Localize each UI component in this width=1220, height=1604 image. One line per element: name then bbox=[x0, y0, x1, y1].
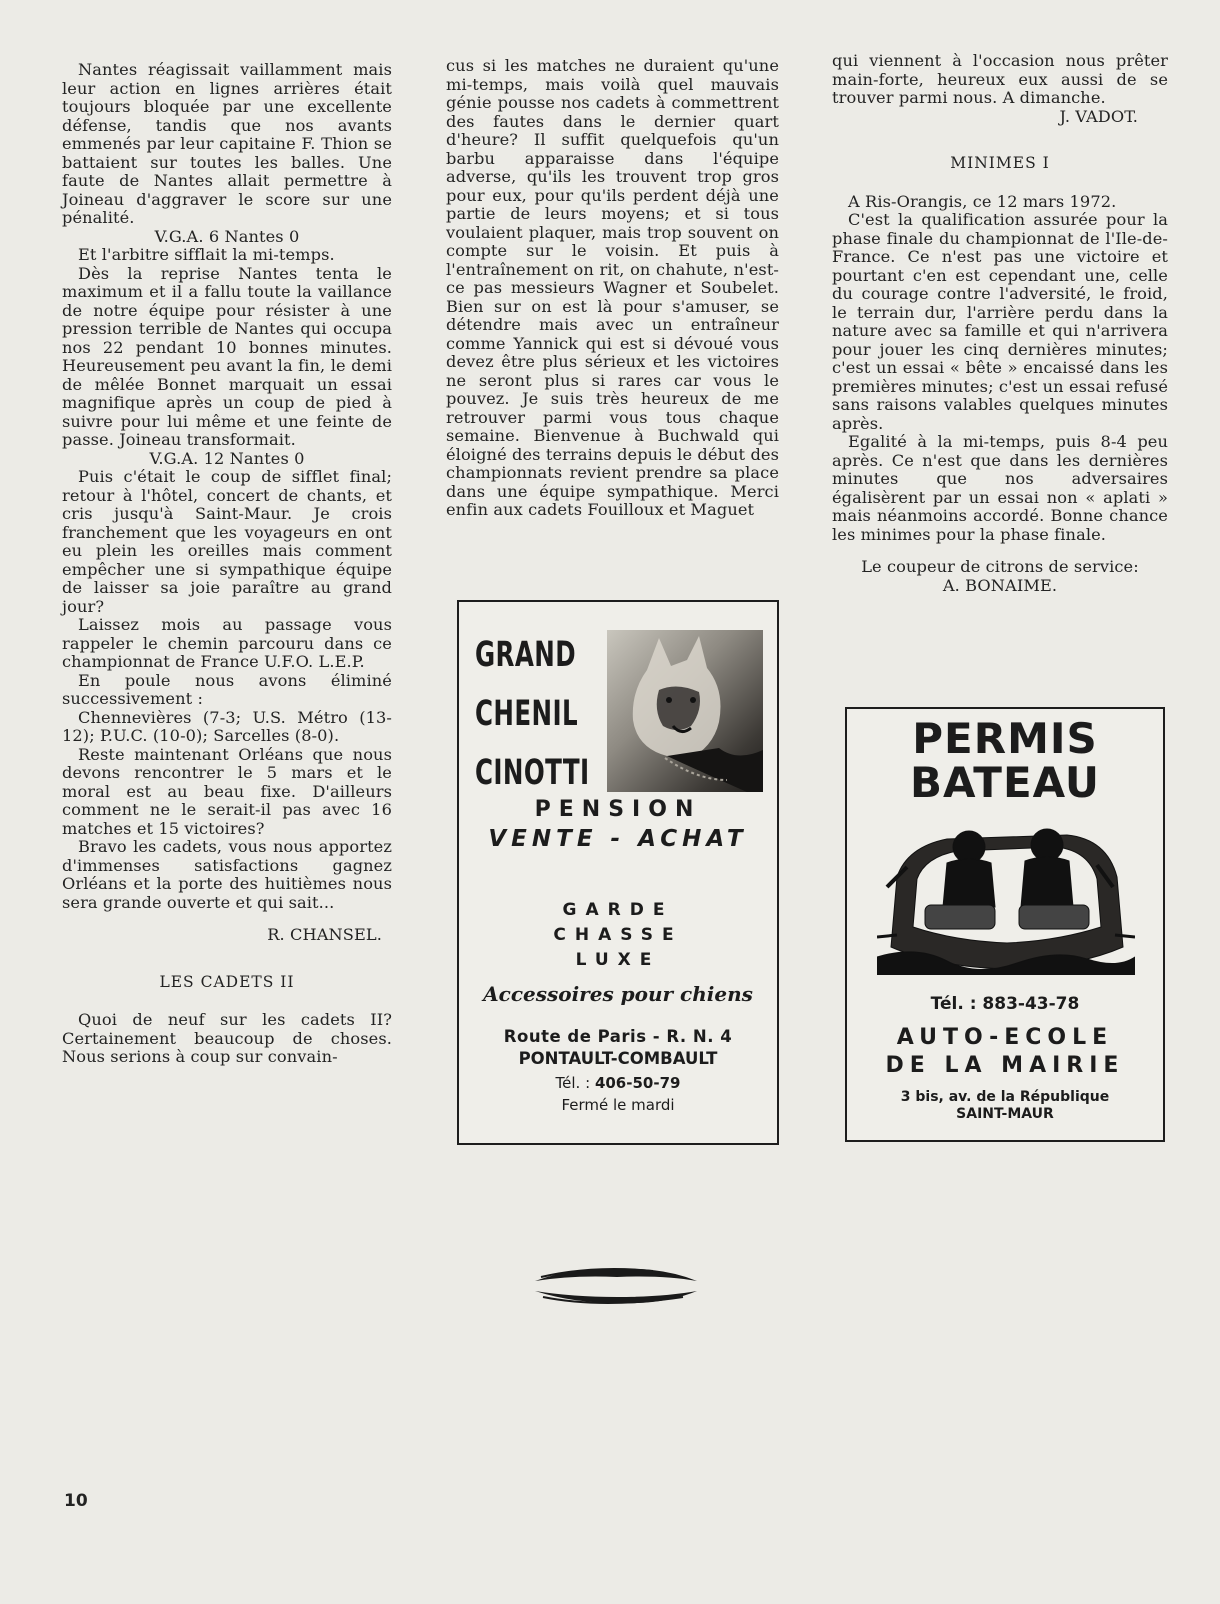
ad-hours: Fermé le mardi bbox=[561, 1096, 675, 1114]
paragraph: qui viennent à l'occasion nous prêter main-forte, heureux eux aussi de se trouver parmi nous. A dimanche. bbox=[832, 51, 1168, 107]
paragraph: Nantes réagissait vaillamment mais leur action en lignes arrières était toujours bloquée par une excellente défense, tandis que nos avants emmenés par leur capitaine F. Thion se battaient sur toutes les balles. Une faute de Nantes allait permettre à Joineau d'aggraver le score sur une pénalité. bbox=[62, 60, 392, 227]
paragraph: Egalité à la mi-temps, puis 8-4 peu après. Ce n'est que dans les dernières minutes que nos adversaires égalisèrent par un essai non « aplati » mais néanmoins accordé. Bonne chance les minimes pour la phase finale. bbox=[832, 432, 1168, 544]
paragraph: Et l'arbitre sifflait la mi-temps. bbox=[78, 245, 335, 264]
ad-title-line: GRAND bbox=[475, 635, 576, 675]
ad-service: VENTE - ACHAT bbox=[488, 826, 748, 852]
author-signature: J. VADOT. bbox=[1059, 106, 1138, 126]
kennel-advertisement bbox=[457, 600, 779, 1145]
ad-service: LUXE bbox=[575, 950, 661, 970]
ad-school-name bbox=[847, 1024, 1163, 1080]
paragraph: Bravo les cadets, vous nous apportez d'immenses satisfactions gagnez Orléans et la porte des huitièmes nous sera grande ouverte et qui sait... bbox=[62, 837, 392, 912]
speedboat-icon bbox=[877, 817, 1135, 975]
ad-address: Route de Paris - R. N. 4 bbox=[503, 1027, 733, 1046]
ad-school-line: AUTO-ECOLE bbox=[896, 1025, 1114, 1050]
ad-address: PONTAULT-COMBAULT bbox=[518, 1049, 718, 1068]
author-signature: Le coupeur de citrons de service: bbox=[861, 557, 1139, 576]
article-column-2 bbox=[446, 57, 779, 520]
paragraph: Quoi de neuf sur les cadets II? Certainement beaucoup de choses. Nous serions à coup sur convain- bbox=[62, 1010, 392, 1066]
ad-service: CHASSE bbox=[553, 925, 683, 945]
paragraph: Puis c'était le coup de sifflet final; retour à l'hôtel, concert de chants, et cris jusqu'à Saint-Maur. Je crois franchement que les voyageurs en ont eu plein les oreilles mais comment empêcher une si sympathique équipe de laisser sa joie paraître au grand jour? bbox=[62, 467, 392, 616]
phone-number: 406-50-79 bbox=[594, 1074, 681, 1092]
paragraph: Reste maintenant Orléans que nous devons rencontrer le 5 mars et le moral est au beau fixe. D'ailleurs comment ne le serait-il pas avec 16 matches et 15 victoires? bbox=[62, 744, 392, 838]
ad-address bbox=[847, 1089, 1163, 1123]
paragraph: Dès la reprise Nantes tenta le maximum et il a fallu toute la vaillance de notre équipe pour résister à une pression terrible de Nantes qui occupa nos 22 pendant 10 bonnes minutes. Heureusement peu avant la fin, le demi de mêlée Bonnet marquait un essai magnifique après un coup de pied à suivre pour lui même et une feinte de passe. Joineau transformait. bbox=[62, 263, 392, 449]
article-column-1 bbox=[62, 61, 392, 1067]
paragraph: Chennevières (7-3; U.S. Métro (13-12); P.U.C. (10-0); Sarcelles (8-0). bbox=[62, 707, 392, 745]
ad-title-line: PERMIS bbox=[912, 714, 1098, 763]
ad-title-line: BATEAU bbox=[910, 758, 1100, 807]
paragraph: C'est la qualification assurée pour la phase finale du championnat de l'Ile-de-France. Ce n'est pas une victoire et pourtant c'en est cependant une, celle du courage contre l'adversité, le froid, le terrain dur, l'arrière perdu dans la nature avec sa famille et qui n'arrivera pour jouer les cinq dernières minutes; c'est un essai « bête » encaissé dans les premières minutes; c'est un essai refusé sans raisons valables quelques minutes après. bbox=[832, 210, 1168, 433]
dog-photo bbox=[607, 630, 763, 792]
ad-address-line: 3 bis, av. de la République bbox=[900, 1089, 1110, 1105]
ad-address-line: SAINT-MAUR bbox=[956, 1106, 1054, 1122]
ad-phone: Tél. : 883-43-78 bbox=[930, 994, 1080, 1014]
ad-service: GARDE bbox=[562, 900, 674, 920]
decorative-ornament-icon bbox=[533, 1263, 699, 1309]
page-number: 10 bbox=[64, 1491, 88, 1511]
ad-accessories: Accessoires pour chiens bbox=[483, 982, 753, 1006]
section-heading: MINIMES I bbox=[950, 154, 1050, 172]
boat-licence-advertisement bbox=[845, 707, 1165, 1142]
score-line: V.G.A. 12 Nantes 0 bbox=[149, 448, 305, 468]
author-signature: R. CHANSEL. bbox=[267, 925, 382, 944]
dog-icon bbox=[607, 630, 763, 792]
ad-service: PENSION bbox=[534, 797, 702, 822]
score-line: V.G.A. 6 Nantes 0 bbox=[154, 226, 300, 246]
ad-title bbox=[847, 714, 1163, 807]
ad-school-line: DE LA MAIRIE bbox=[885, 1053, 1125, 1078]
article-column-3 bbox=[832, 52, 1168, 595]
paragraph: A Ris-Orangis, ce 12 mars 1972. bbox=[848, 191, 1117, 211]
ad-phone bbox=[459, 1074, 777, 1092]
ad-title bbox=[475, 626, 590, 803]
paragraph: Laissez mois au passage vous rappeler le chemin parcouru dans ce championnat de France U.F.O. L.E.P. bbox=[62, 615, 392, 671]
section-heading: LES CADETS II bbox=[159, 972, 295, 991]
ad-title-line: CHENIL bbox=[475, 694, 579, 734]
ad-services-list bbox=[459, 898, 777, 973]
paragraph: En poule nous avons éliminé successivement : bbox=[62, 670, 392, 708]
author-signature: A. BONAIME. bbox=[942, 575, 1058, 595]
phone-label: Tél. : bbox=[555, 1074, 591, 1092]
ad-title-line: CINOTTI bbox=[475, 753, 590, 793]
paragraph: cus si les matches ne duraient qu'une mi-temps, mais voilà quel mauvais génie pousse nos cadets à commettrent des fautes dans le dernier quart d'heure? Il suffit quelquefois qu'un barbu apparaisse dans l'équipe adverse, qu'ils les trouvent trop gros pour eux, pour qu'ils perdent déjà une partie de leurs moyens; et si tous voulaient plaquer, mais trop souvent on compte sur le voisin. Et puis à l'entraînement on rit, on chahute, n'est-ce pas messieurs Wagner et Soubelet. Bien sur on est là pour s'amuser, se détendre mais avec un entraîneur comme Yannick qui est si dévoué vous devez être plus sérieux et les victoires ne seront plus si rares car vous le pouvez. Je suis très heureux de me retrouver parmi vous tous chaque semaine. Bienvenue à Buchwald qui éloigné des terrains depuis le début des championnats revient prendre sa place dans une équipe sympathique. Merci enfin aux cadets Fouilloux et Maguet bbox=[446, 56, 779, 519]
